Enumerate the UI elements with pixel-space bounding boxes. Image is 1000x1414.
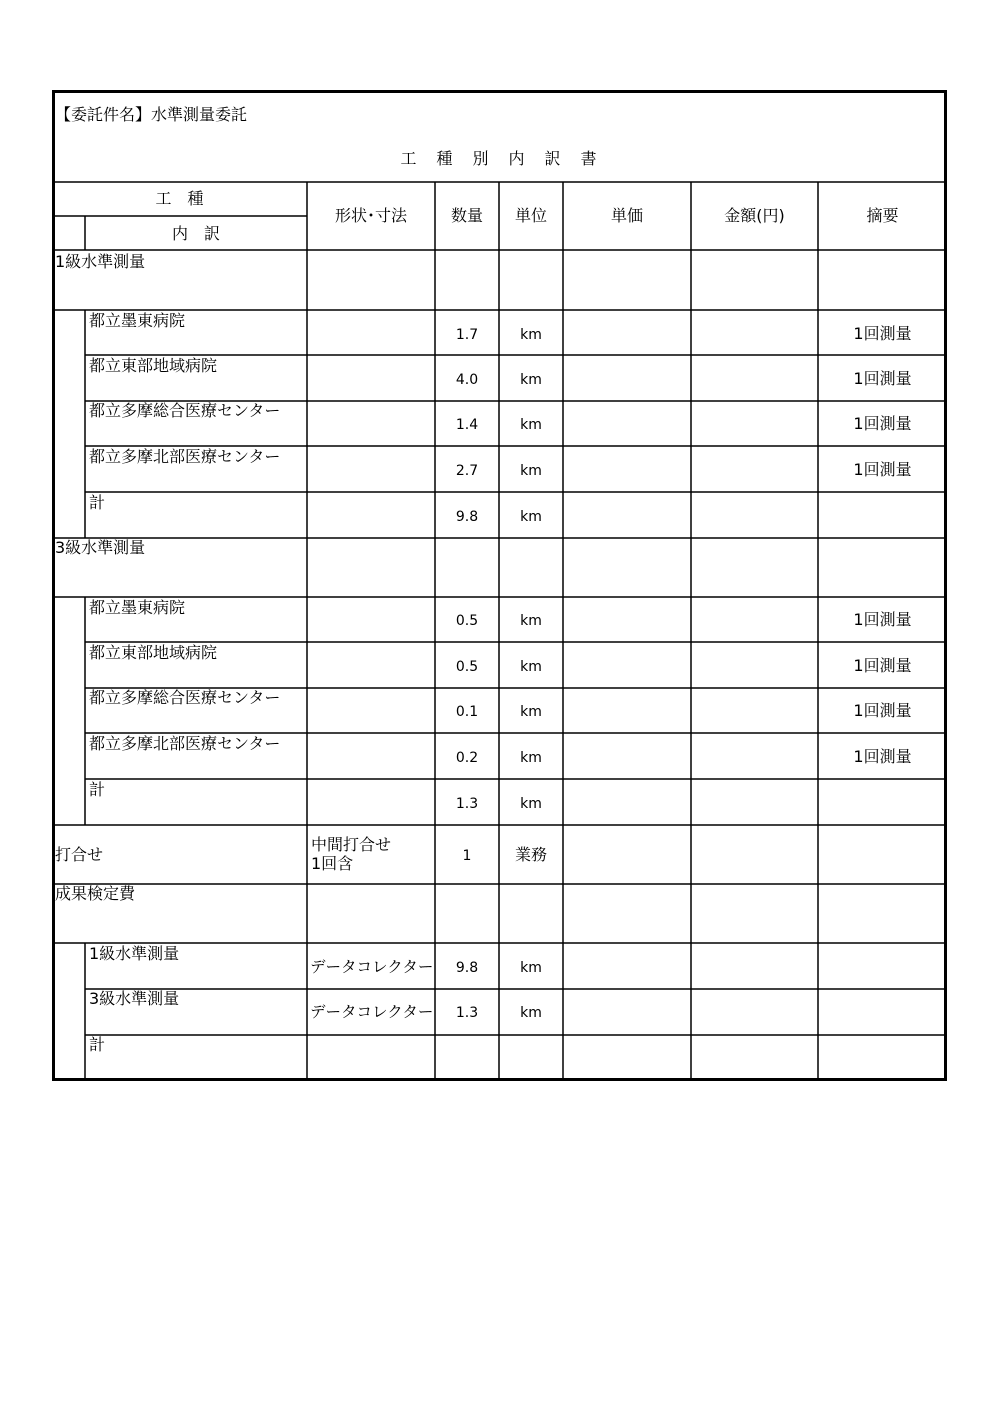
- table-row-qty: 1.3: [455, 1005, 479, 1021]
- table-row-unit: km: [520, 750, 542, 766]
- inspection-title: 成果検定費: [55, 884, 136, 903]
- table-row-qty: 2.7: [455, 463, 479, 479]
- header-unit-price: 単価: [610, 206, 643, 225]
- header-quantity: 数量: [450, 206, 483, 225]
- table-row-unit: km: [520, 372, 542, 388]
- meeting-shape-line1: 中間打合せ: [311, 835, 392, 854]
- table-row-label: 都立東部地域病院: [89, 643, 218, 662]
- table-row-label: 3級水準測量: [89, 989, 180, 1008]
- header-shape: 形状･寸法: [334, 206, 407, 225]
- table-row-unit: km: [520, 327, 542, 343]
- meeting-qty: 1: [462, 848, 472, 864]
- header-detail: 内 訳: [171, 224, 220, 243]
- table-row-total-label: 計: [89, 780, 106, 799]
- table-row-unit: km: [520, 659, 542, 675]
- table-row-qty: 0.5: [455, 659, 479, 675]
- table-row-label: 都立多摩北部医療センター: [89, 447, 281, 466]
- table-row-unit: km: [520, 613, 542, 629]
- project-title: 【委託件名】水準測量委託: [55, 105, 248, 124]
- table-row-remarks: 1回測量: [853, 460, 912, 479]
- table-row-qty: 9.8: [455, 960, 479, 976]
- table-row-shape: データコレクター: [310, 958, 434, 976]
- table-row-total-qty: 1.3: [455, 796, 479, 812]
- table-row-remarks: 1回測量: [853, 610, 912, 629]
- table-title: 工 種 別 内 訳 書: [400, 149, 599, 168]
- table-row-remarks: 1回測量: [853, 369, 912, 388]
- header-remarks: 摘要: [866, 206, 899, 225]
- table-row-unit: km: [520, 463, 542, 479]
- table-row-qty: 0.1: [455, 704, 479, 720]
- table-row-total-label: 計: [89, 493, 106, 512]
- table-row-total-unit: km: [520, 796, 542, 812]
- section-title-level3: 3級水準測量: [55, 538, 146, 557]
- table-row-label: 都立墨東病院: [89, 598, 186, 617]
- table-row-unit: km: [520, 417, 542, 433]
- table-row-shape: データコレクター: [310, 1003, 434, 1021]
- table-row-remarks: 1回測量: [853, 656, 912, 675]
- table-row-qty: 0.5: [455, 613, 479, 629]
- table-row-qty: 0.2: [455, 750, 479, 766]
- table-row-qty: 4.0: [455, 372, 479, 388]
- table-row-label: 都立多摩総合医療センター: [89, 688, 281, 707]
- table-row-remarks: 1回測量: [853, 701, 912, 720]
- document-sheet: [52, 90, 947, 1081]
- header-unit: 単位: [514, 206, 547, 225]
- table-row-total-qty: 9.8: [455, 509, 479, 525]
- table-row-label: 都立多摩総合医療センター: [89, 401, 281, 420]
- table-row-total-unit: km: [520, 509, 542, 525]
- header-amount: 金額(円): [724, 206, 785, 225]
- table-row-unit: km: [520, 960, 542, 976]
- table-row-unit: km: [520, 704, 542, 720]
- table-row-qty: 1.7: [455, 327, 479, 343]
- table-row-total-label: 計: [89, 1035, 106, 1054]
- table-row-label: 都立東部地域病院: [89, 356, 218, 375]
- meeting-unit: 業務: [514, 845, 547, 864]
- table-row-unit: km: [520, 1005, 542, 1021]
- section-title-level1: 1級水準測量: [55, 252, 146, 271]
- table-row-label: 1級水準測量: [89, 944, 180, 963]
- meeting-shape-line2: 1回含: [311, 854, 354, 873]
- table-row-qty: 1.4: [455, 417, 479, 433]
- table-row-remarks: 1回測量: [853, 324, 912, 343]
- header-kind: 工 種: [155, 189, 204, 208]
- meeting-title: 打合せ: [55, 845, 104, 864]
- table-row-remarks: 1回測量: [853, 747, 912, 766]
- table-row-label: 都立墨東病院: [89, 311, 186, 330]
- table-row-label: 都立多摩北部医療センター: [89, 734, 281, 753]
- table-row-remarks: 1回測量: [853, 414, 912, 433]
